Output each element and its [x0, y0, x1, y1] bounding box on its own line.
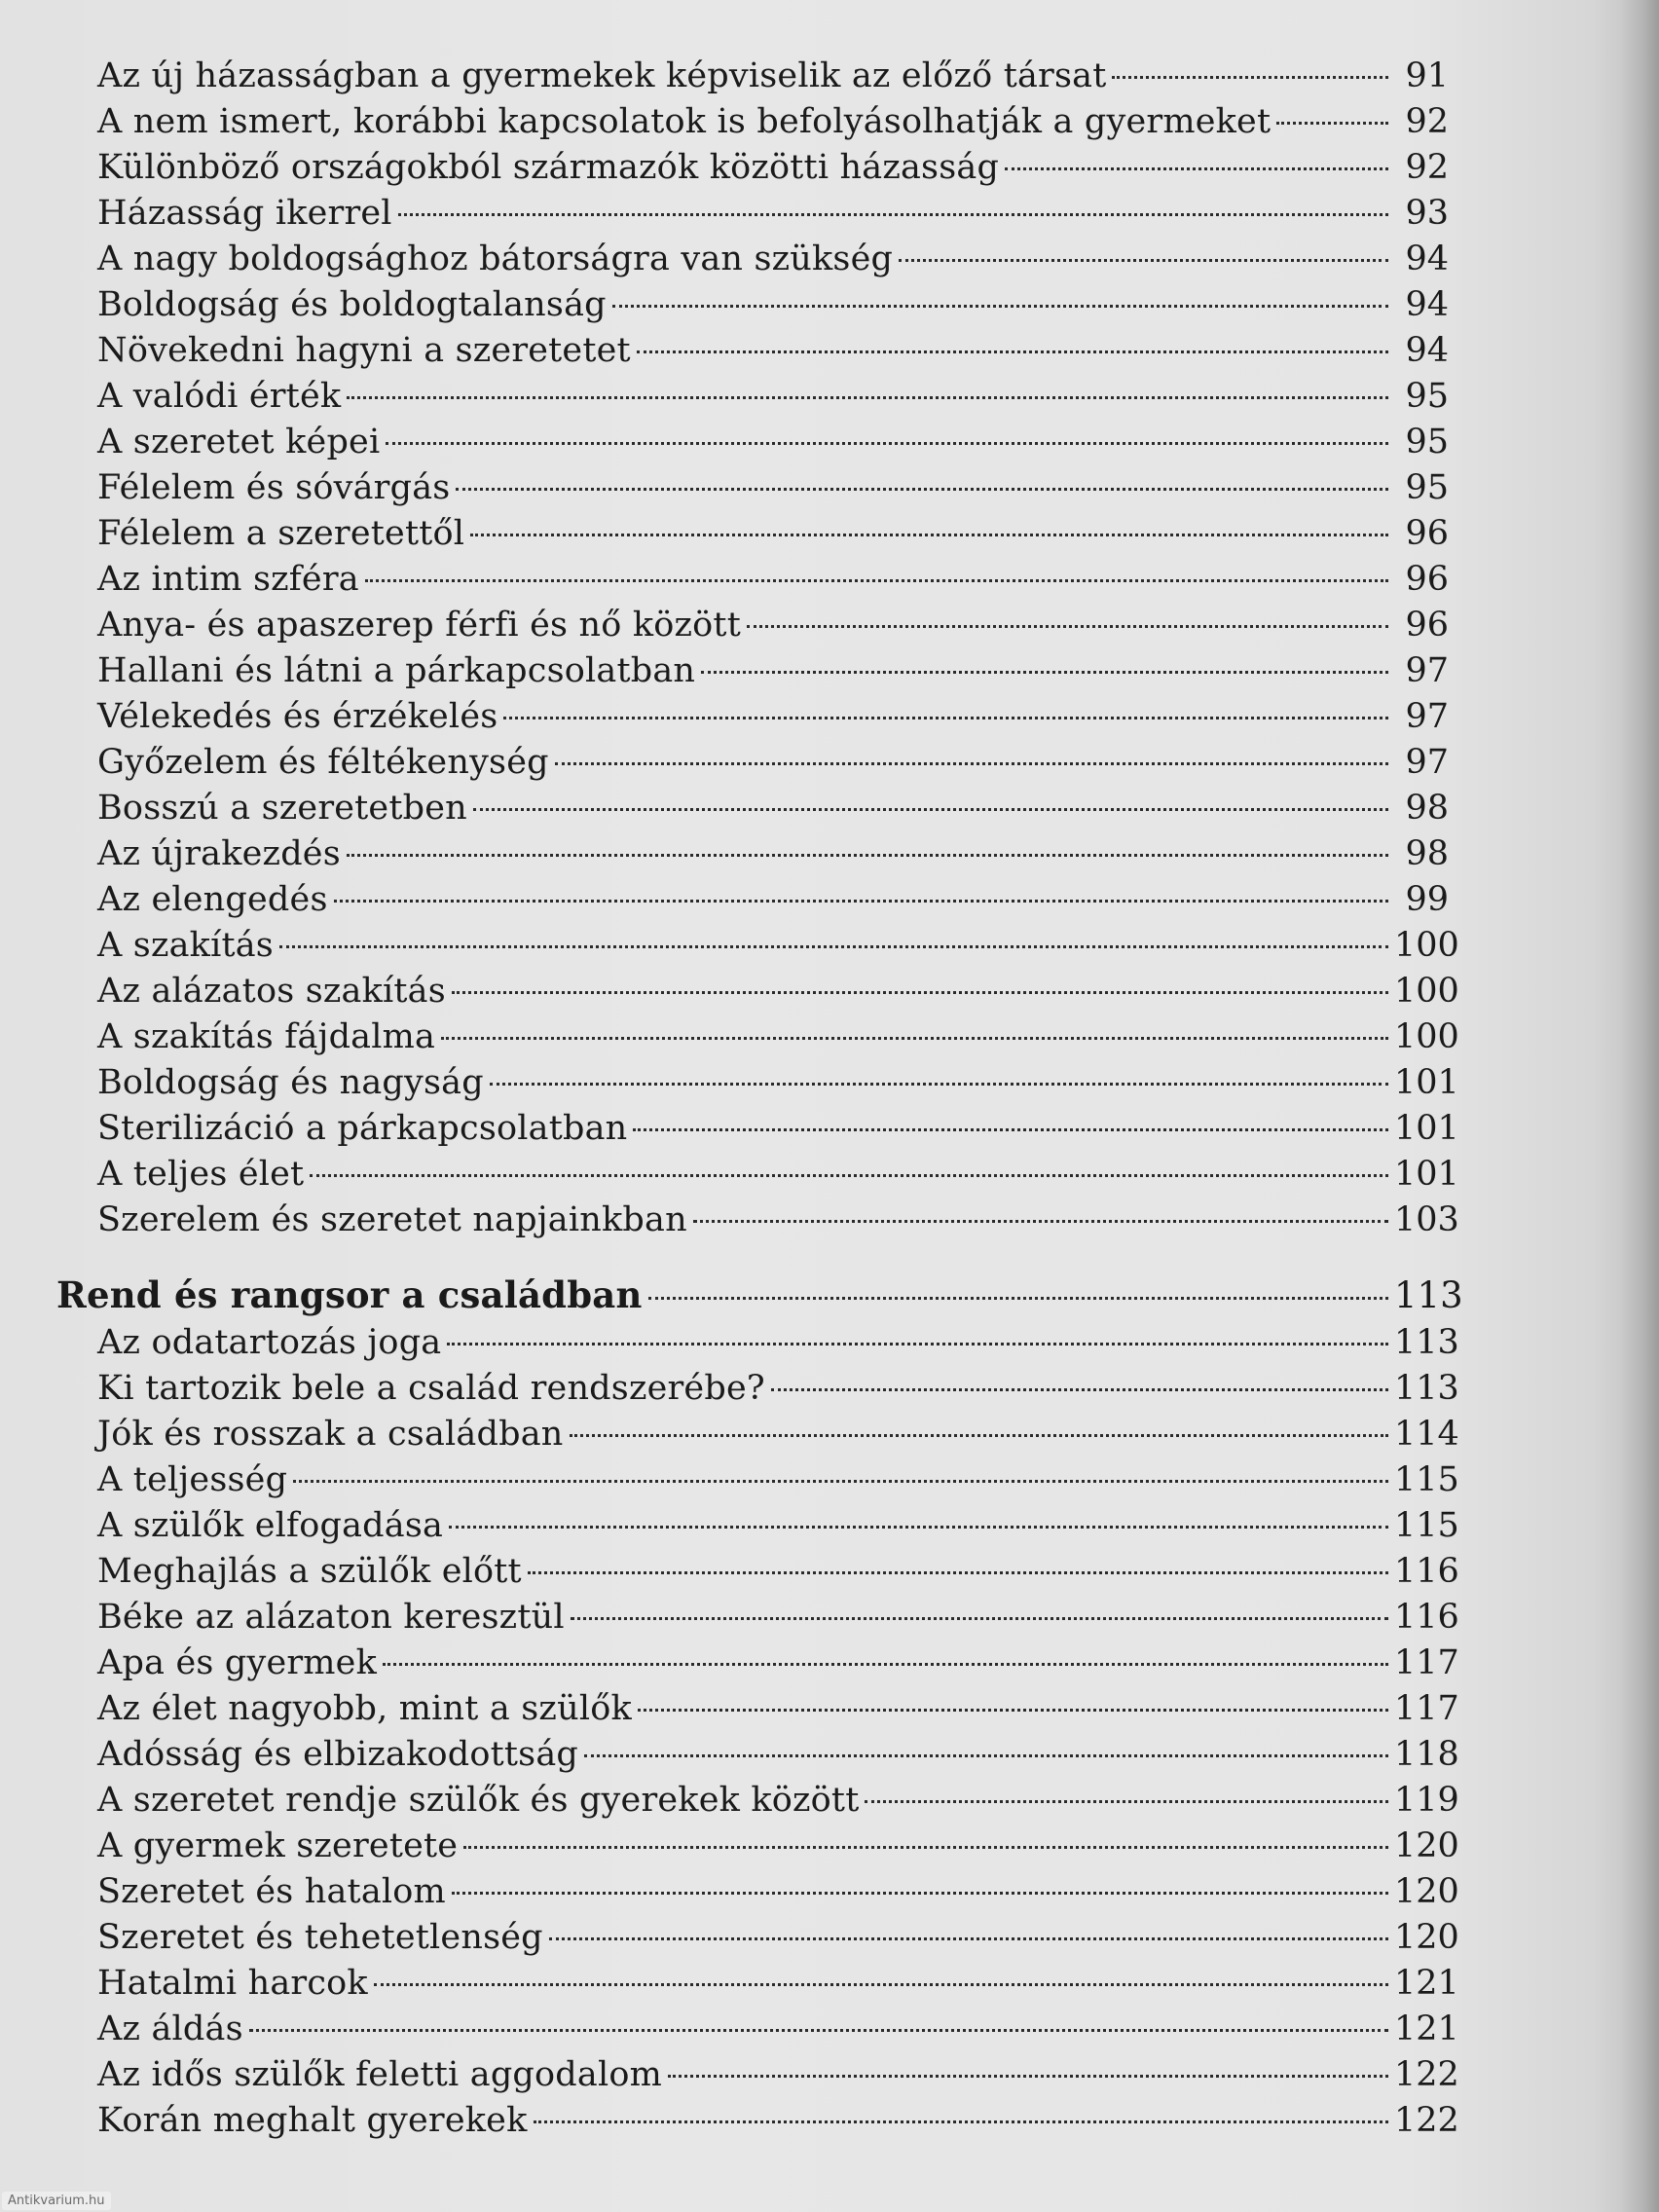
dot-leader	[347, 854, 1388, 857]
toc-entry	[56, 1014, 1459, 1060]
entry-title: Szerelem és szeretet napjainkban	[97, 1200, 687, 1239]
toc-section-heading	[56, 1272, 1463, 1320]
dot-leader	[549, 1937, 1388, 1940]
entry-title: A szülők elfogadása	[97, 1506, 444, 1545]
dot-leader	[449, 1526, 1388, 1529]
dot-leader	[612, 305, 1388, 308]
entry-page-number: 122	[1394, 2055, 1459, 2094]
toc-entry	[56, 1060, 1459, 1106]
toc-entry	[56, 1503, 1459, 1549]
dot-leader	[456, 488, 1388, 491]
entry-title: Az élet nagyobb, mint a szülők	[97, 1689, 632, 1728]
entry-title: A szakítás fájdalma	[97, 1017, 436, 1056]
toc-entry	[56, 923, 1459, 969]
entry-title: Az áldás	[97, 2009, 243, 2048]
toc-entry	[56, 1686, 1459, 1732]
page-edge-shadow	[1620, 0, 1659, 2212]
entry-page-number: 94	[1405, 240, 1449, 278]
entry-title: Béke az alázaton keresztül	[97, 1598, 565, 1637]
dot-leader	[347, 396, 1388, 399]
entry-page-number: 115	[1394, 1460, 1459, 1499]
dot-leader	[570, 1434, 1388, 1437]
dot-leader	[648, 1297, 1388, 1300]
entry-title: Az intim szféra	[97, 560, 359, 599]
toc-entry	[56, 1198, 1459, 1243]
entry-page-number: 96	[1405, 606, 1449, 645]
entry-title: Bosszú a szeretetben	[97, 789, 467, 828]
toc-entry	[56, 99, 1449, 145]
toc-entry	[56, 237, 1449, 282]
entry-title: Korán meghalt gyerekek	[97, 2101, 528, 2140]
toc-entry	[56, 420, 1449, 465]
dot-leader	[534, 2120, 1388, 2123]
dot-leader	[693, 1220, 1388, 1223]
entry-page-number: 97	[1405, 651, 1449, 690]
entry-page-number: 116	[1394, 1552, 1459, 1591]
entry-title: A teljes élet	[97, 1155, 305, 1194]
entry-page-number: 103	[1394, 1200, 1459, 1239]
entry-title: Házasság ikerrel	[97, 194, 392, 233]
entry-title: Különböző országokból származók közötti házasság	[97, 148, 1000, 187]
entry-page-number: 101	[1394, 1155, 1459, 1194]
entry-title: Növekedni hagyni a szeretetet	[97, 331, 631, 370]
toc-entry	[56, 1595, 1459, 1641]
dot-leader	[249, 2029, 1388, 2032]
toc-entry	[56, 1915, 1459, 1961]
dot-leader	[365, 579, 1388, 582]
entry-page-number: 98	[1405, 834, 1449, 873]
entry-title: A teljesség	[97, 1460, 288, 1499]
toc-entry	[56, 145, 1449, 191]
entry-page-number: 114	[1394, 1415, 1459, 1454]
dot-leader	[584, 1754, 1388, 1757]
toc-entry	[56, 1457, 1459, 1503]
entry-page-number: 95	[1405, 468, 1449, 507]
entry-page-number: 119	[1394, 1781, 1459, 1820]
toc-entry	[56, 1869, 1459, 1915]
dot-leader	[747, 625, 1388, 628]
dot-leader	[441, 1037, 1388, 1040]
entry-page-number: 91	[1405, 56, 1449, 95]
dot-leader	[452, 991, 1388, 994]
entry-title: A nagy boldogsághoz bátorságra van szükség	[97, 240, 894, 278]
entry-page-number: 113	[1394, 1323, 1459, 1362]
entry-title: Szeretet és tehetetlenség	[97, 1918, 543, 1957]
entry-page-number: 95	[1405, 377, 1449, 416]
section-title: Rend és rangsor a családban	[56, 1273, 643, 1316]
entry-title: Boldogság és nagyság	[97, 1063, 484, 1102]
toc-entry	[56, 1549, 1459, 1595]
dot-leader	[463, 1846, 1388, 1849]
entry-page-number: 120	[1394, 1872, 1459, 1911]
toc-entry	[56, 2052, 1459, 2098]
dot-leader	[701, 671, 1388, 674]
toc-entry	[56, 2007, 1459, 2052]
entry-page-number: 101	[1394, 1063, 1459, 1102]
entry-title: A valódi érték	[97, 377, 342, 416]
entry-title: Az alázatos szakítás	[97, 972, 446, 1011]
entry-title: Boldogság és boldogtalanság	[97, 285, 607, 324]
entry-title: Hatalmi harcok	[97, 1964, 368, 2003]
entry-page-number: 94	[1405, 331, 1449, 370]
entry-title: Az újrakezdés	[97, 834, 341, 873]
toc-entry	[56, 877, 1449, 923]
entry-page-number: 94	[1405, 285, 1449, 324]
toc-entry	[56, 374, 1449, 420]
toc-entries-group-b	[56, 1320, 1459, 2144]
entry-page-number: 97	[1405, 743, 1449, 782]
dot-leader	[279, 945, 1388, 948]
entry-page-number: 92	[1405, 148, 1449, 187]
entry-page-number: 118	[1394, 1735, 1459, 1774]
toc-entry	[56, 603, 1449, 648]
dot-leader	[865, 1800, 1388, 1803]
entry-page-number: 101	[1394, 1109, 1459, 1148]
toc-entry	[56, 1320, 1459, 1366]
entry-title: Az elengedés	[97, 880, 328, 919]
toc-entry	[56, 969, 1459, 1014]
entry-page-number: 97	[1405, 697, 1449, 736]
toc-entry	[56, 1106, 1459, 1152]
entry-page-number: 95	[1405, 423, 1449, 461]
entry-title: Az új házasságban a gyermekek képviselik az előző társat	[97, 56, 1107, 95]
dot-leader	[1112, 76, 1388, 79]
entry-page-number: 113	[1394, 1369, 1459, 1408]
entry-title: Ki tartozik bele a család rendszerébe?	[97, 1369, 765, 1408]
entry-page-number: 121	[1394, 1964, 1459, 2003]
dot-leader	[386, 442, 1388, 445]
dot-leader	[1276, 122, 1388, 125]
entry-page-number: 120	[1394, 1918, 1459, 1957]
entry-page-number: 96	[1405, 560, 1449, 599]
toc-entry	[56, 54, 1449, 99]
entry-title: A szeretet képei	[97, 423, 381, 461]
entry-title: A nem ismert, korábbi kapcsolatok is befolyásolhatják a gyermeket	[97, 102, 1272, 141]
toc-entry	[56, 1732, 1459, 1778]
dot-leader	[503, 717, 1388, 719]
entry-title: Az odatartozás joga	[97, 1323, 442, 1362]
entry-page-number: 117	[1394, 1689, 1459, 1728]
dot-leader	[334, 900, 1388, 903]
entry-page-number: 99	[1405, 880, 1449, 919]
dot-leader	[398, 213, 1388, 216]
dot-leader	[668, 2075, 1388, 2078]
table-of-contents	[56, 54, 1463, 2144]
entry-title: Szeretet és hatalom	[97, 1872, 446, 1911]
toc-entry	[56, 557, 1449, 603]
toc-entry	[56, 511, 1449, 557]
dot-leader	[452, 1892, 1388, 1895]
dot-leader	[473, 808, 1388, 811]
dot-leader	[633, 1128, 1388, 1131]
toc-entries-group-a	[56, 54, 1459, 1243]
toc-entry	[56, 786, 1449, 831]
entry-page-number: 116	[1394, 1598, 1459, 1637]
entry-page-number: 120	[1394, 1826, 1459, 1865]
dot-leader	[447, 1343, 1388, 1346]
toc-entry	[56, 740, 1449, 786]
entry-page-number: 92	[1405, 102, 1449, 141]
dot-leader	[638, 1709, 1388, 1712]
dot-leader	[899, 259, 1388, 262]
dot-leader	[637, 350, 1388, 353]
entry-title: Hallani és látni a párkapcsolatban	[97, 651, 696, 690]
entry-page-number: 122	[1394, 2101, 1459, 2140]
entry-page-number: 115	[1394, 1506, 1459, 1545]
dot-leader	[470, 534, 1388, 536]
dot-leader	[571, 1617, 1388, 1620]
entry-page-number: 121	[1394, 2009, 1459, 2048]
dot-leader	[383, 1663, 1388, 1666]
entry-page-number: 96	[1405, 514, 1449, 553]
entry-title: Győzelem és féltékenység	[97, 743, 549, 782]
toc-entry	[56, 1824, 1459, 1869]
toc-entry	[56, 1961, 1459, 2007]
toc-entry	[56, 1641, 1459, 1686]
entry-title: Apa és gyermek	[97, 1643, 378, 1682]
toc-entry	[56, 328, 1449, 374]
entry-page-number: 93	[1405, 194, 1449, 233]
toc-entry	[56, 1412, 1459, 1457]
dot-leader	[293, 1480, 1388, 1483]
toc-entry	[56, 2098, 1459, 2144]
dot-leader	[374, 1983, 1388, 1986]
entry-page-number: 98	[1405, 789, 1449, 828]
dot-leader	[771, 1388, 1388, 1391]
dot-leader	[310, 1174, 1388, 1177]
watermark-label: Antikvarium.hu	[2, 2192, 111, 2210]
toc-entry	[56, 648, 1449, 694]
toc-entry	[56, 694, 1449, 740]
toc-entry	[56, 1778, 1459, 1824]
entry-title: Vélekedés és érzékelés	[97, 697, 498, 736]
toc-entry	[56, 465, 1449, 511]
entry-title: A gyermek szeretete	[97, 1826, 459, 1865]
toc-entry	[56, 831, 1449, 877]
entry-title: A szakítás	[97, 926, 274, 965]
toc-entry	[56, 1366, 1459, 1412]
entry-title: Az idős szülők feletti aggodalom	[97, 2055, 663, 2094]
entry-title: Félelem és sóvárgás	[97, 468, 451, 507]
entry-page-number: 100	[1394, 926, 1459, 965]
entry-page-number: 100	[1394, 972, 1459, 1011]
dot-leader	[1005, 167, 1388, 170]
entry-title: A szeretet rendje szülők és gyerekek között	[97, 1781, 860, 1820]
toc-entry	[56, 1152, 1459, 1198]
toc-entry	[56, 282, 1449, 328]
dot-leader	[555, 762, 1388, 765]
entry-title: Anya- és apaszerep férfi és nő között	[97, 606, 741, 645]
entry-page-number: 117	[1394, 1643, 1459, 1682]
entry-title: Meghajlás a szülők előtt	[97, 1552, 522, 1591]
entry-title: Jók és rosszak a családban	[97, 1415, 564, 1454]
entry-page-number: 100	[1394, 1017, 1459, 1056]
dot-leader	[490, 1083, 1388, 1086]
entry-title: Félelem a szeretettől	[97, 514, 465, 553]
entry-title: Sterilizáció a párkapcsolatban	[97, 1109, 628, 1148]
section-page-number: 113	[1394, 1274, 1463, 1316]
dot-leader	[528, 1571, 1388, 1574]
entry-title: Adósság és elbizakodottság	[97, 1735, 579, 1774]
toc-entry	[56, 191, 1449, 237]
